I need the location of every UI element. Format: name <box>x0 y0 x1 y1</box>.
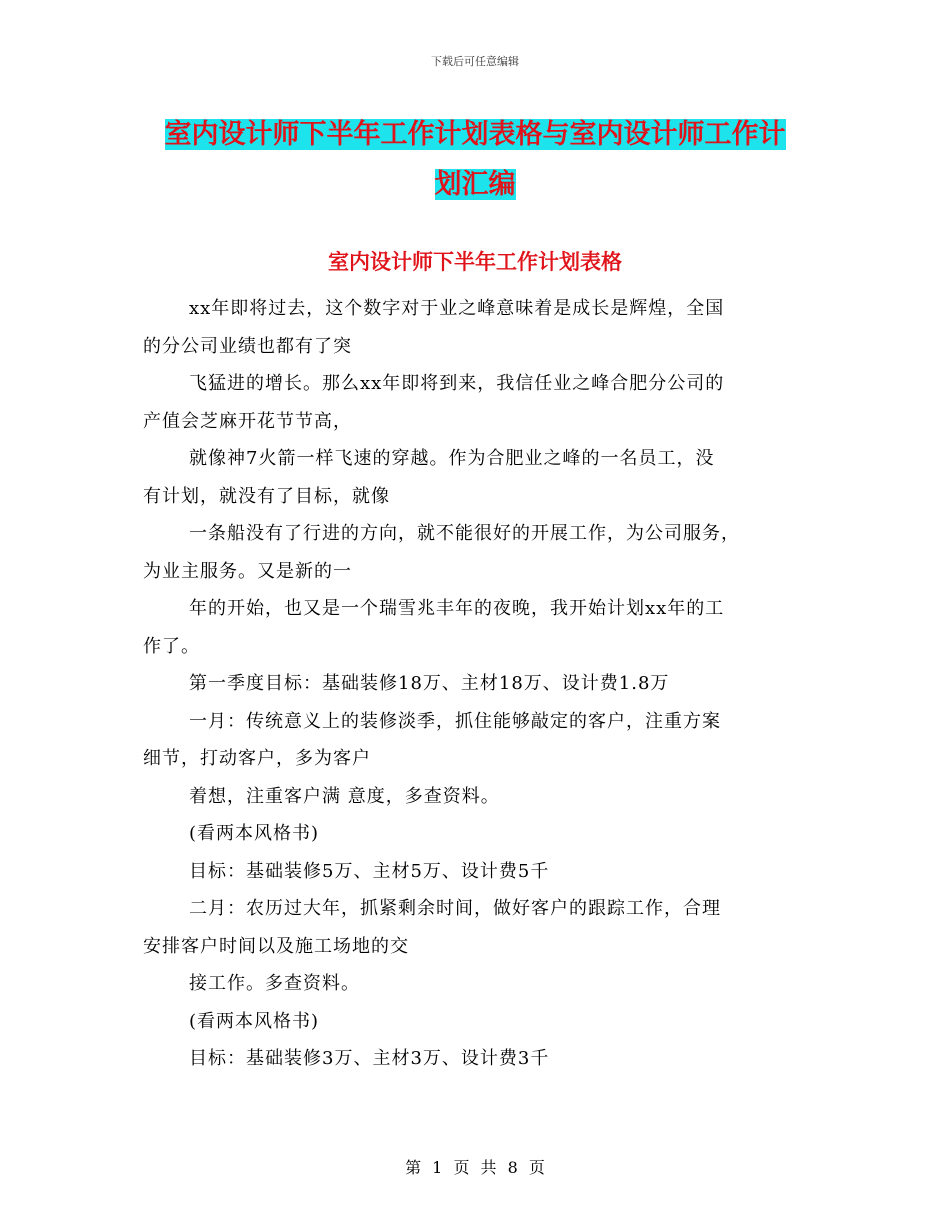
paragraph-line: 着想，注重客户满 意度，多查资料。 <box>189 785 500 807</box>
paragraph <box>143 853 808 891</box>
title-line-1: 室内设计师下半年工作计划表格与室内设计师工作计 <box>164 119 786 150</box>
paragraph <box>143 515 808 590</box>
paragraph-line: (看两本风格书) <box>189 823 320 844</box>
paragraph <box>143 778 808 816</box>
document-body <box>143 290 808 1078</box>
header-note: 下载后可任意编辑 <box>431 55 519 68</box>
paragraph <box>143 815 808 853</box>
paragraph <box>143 1003 808 1041</box>
paragraph-line: 安排客户时间以及施工场地的交 <box>143 935 409 957</box>
title-line-2: 划汇编 <box>434 169 516 200</box>
paragraph-line: 就像神7火箭一样飞速的穿越。作为合肥业之峰的一名员工，没 <box>189 448 715 469</box>
paragraph-line: 为业主服务。又是新的一 <box>143 560 352 582</box>
paragraph-line: 有计划，就没有了目标，就像 <box>143 485 390 507</box>
paragraph-line: 产值会芝麻开花节节高， <box>143 410 352 432</box>
page-footer: 第 1 页 共 8 页 <box>405 1158 545 1177</box>
paragraph-line: xx年即将过去，这个数字对于业之峰意味着是成长是辉煌，全国 <box>189 298 725 319</box>
paragraph <box>143 965 808 1003</box>
paragraph-line: 目标：基础装修3万、主材3万、设计费3千 <box>189 1048 550 1069</box>
paragraph-line: 年的开始，也又是一个瑞雪兆丰年的夜晚，我开始计划xx年的工 <box>189 598 725 619</box>
paragraph-line: 细节，打动客户，多为客户 <box>143 748 371 769</box>
section-subtitle: 室内设计师下半年工作计划表格 <box>328 250 622 274</box>
paragraph <box>143 440 808 515</box>
paragraph <box>143 703 808 778</box>
paragraph-line: 一条船没有了行进的方向，就不能很好的开展工作，为公司服务， <box>189 523 740 544</box>
paragraph-line: 第一季度目标：基础装修18万、主材18万、设计费1.8万 <box>189 673 670 694</box>
paragraph-line: 的分公司业绩也都有了突 <box>143 335 352 357</box>
paragraph-line: 二月：农历过大年，抓紧剩余时间，做好客户的跟踪工作，合理 <box>189 898 721 919</box>
paragraph <box>143 890 808 965</box>
paragraph-line: 接工作。多查资料。 <box>189 973 360 994</box>
paragraph-line: 一月：传统意义上的装修淡季，抓住能够敲定的客户，注重方案 <box>189 710 721 732</box>
paragraph <box>143 590 808 665</box>
paragraph <box>143 365 808 440</box>
document-title <box>150 110 800 210</box>
paragraph-line: 目标：基础装修5万、主材5万、设计费5千 <box>189 860 550 882</box>
paragraph <box>143 290 808 365</box>
paragraph-line: 作了。 <box>143 635 200 657</box>
paragraph-line: 飞猛进的增长。那么xx年即将到来，我信任业之峰合肥分公司的 <box>189 373 725 394</box>
paragraph <box>143 1040 808 1078</box>
paragraph-line: (看两本风格书) <box>189 1010 320 1032</box>
paragraph <box>143 665 808 703</box>
